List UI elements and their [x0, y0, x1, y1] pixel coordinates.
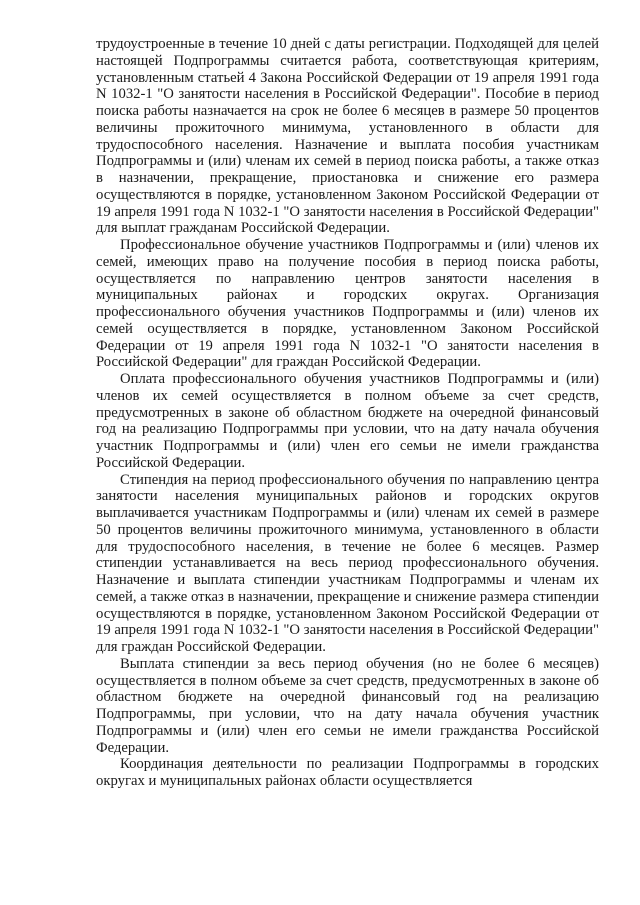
paragraph-coordination: Координация деятельности по реализации Подпрограммы в городских округах и муниципальных районах области осуществляется	[96, 756, 599, 789]
paragraph-stipend-payment: Выплата стипендии за весь период обучения (но не более 6 месяцев) осуществляется в полном объеме за счет средств, предусмотренных в законе об областном бюджете на очередной финансовый год на реализацию Подпрограммы, при условии, что на дату начала обучения участник Подпрограммы и (или) член его семьи не имели гражданства Российской Федерации.	[96, 655, 599, 756]
paragraph-training-payment: Оплата профессионального обучения участников Подпрограммы и (или) членов их семей осуществляется в полном объеме за счет средств, предусмотренных в законе об областном бюджете на очередной финансовый год на реализацию Подпрограммы при условии, что на дату начала обучения участник Подпрограммы и (или) член его семьи не имели гражданства Российской Федерации.	[96, 371, 599, 471]
paragraph-professional-training: Профессиональное обучение участников Подпрограммы и (или) членов их семей, имеющих право на получение пособия в период поиска работы, осуществляется по направлению центров занятости населения в муниципальных районах и городских округах. Организация профессионального обучения участников Подпрограммы и (или) членов их семей осуществляется в порядке, установленном Законом Российской Федерации от 19 апреля 1991 года N 1032-1 "О занятости населения в Российской Федерации" для граждан Российской Федерации.	[96, 237, 599, 371]
document-body	[96, 36, 599, 790]
paragraph-stipend: Стипендия на период профессионального обучения по направлению центра занятости населения муниципальных районов и городских округов выплачивается участникам Подпрограммы и (или) членам их семей в размере 50 процентов величины прожиточного минимума, установленного в области для трудоспособного населения, в течение не более 6 месяцев. Размер стипендии устанавливается на весь период профессионального обучения. Назначение и выплата стипендии участникам Подпрограммы и членам их семей, а также отказ в назначении, прекращение и снижение размера стипендии осуществляются в порядке, установленном Законом Российской Федерации от 19 апреля 1991 года N 1032-1 "О занятости населения в Российской Федерации" для граждан Российской Федерации.	[96, 471, 599, 655]
paragraph-unemployment-benefit: трудоустроенные в течение 10 дней с даты регистрации. Подходящей для целей настоящей Подпрограммы считается работа, соответствующая критериям, установленным статьей 4 Закона Российской Федерации от 19 апреля 1991 года N 1032-1 "О занятости населения в Российской Федерации". Пособие в период поиска работы назначается на срок не более 6 месяцев в размере 50 процентов величины прожиточного минимума, установленного в области для трудоспособного населения. Назначение и выплата пособия участникам Подпрограммы и (или) членам их семей в период поиска работы, а также отказ в назначении, прекращение, приостановка и снижение его размера осуществляются в порядке, установленном Законом Российской Федерации от 19 апреля 1991 года N 1032-1 "О занятости населения в Российской Федерации" для выплат гражданам Российской Федерации.	[96, 36, 599, 237]
